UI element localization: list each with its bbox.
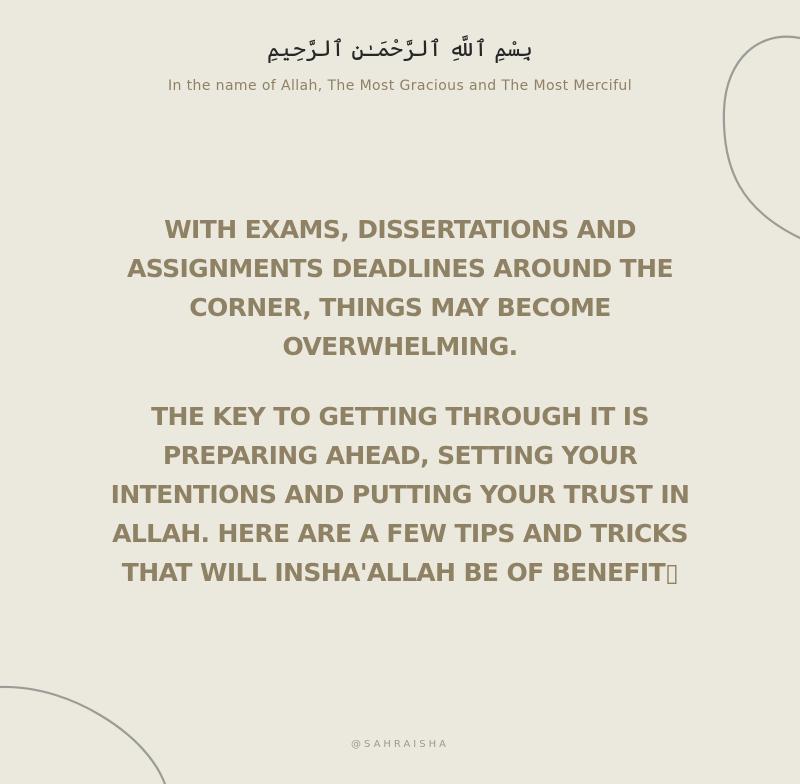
bottom-left-curve-line <box>0 687 165 784</box>
intro-paragraph: WITH EXAMS, DISSERTATIONS AND ASSIGNMENTS DEADLINES AROUND THE CORNER, THINGS MAY BECOME OVERWHELMING. <box>127 215 673 361</box>
basmala-translation: In the name of Allah, The Most Gracious and The Most Merciful <box>168 78 632 94</box>
top-right-curve-line <box>724 37 800 238</box>
basmala-arabic-text: بِسْمِ ٱللَّهِ ٱلرَّحْمَـٰنِ ٱلرَّحِيمِ <box>267 37 533 62</box>
key-paragraph: THE KEY TO GETTING THROUGH IT IS PREPARING AHEAD, SETTING YOUR INTENTIONS AND PUTTING YOUR TRUST IN ALLAH. HERE ARE A FEW TIPS AND TRICKS THAT WILL INSHA'ALLAH BE OF BENEFIT▯ <box>110 402 690 587</box>
account-handle: @SAHRAISHA <box>351 739 449 750</box>
